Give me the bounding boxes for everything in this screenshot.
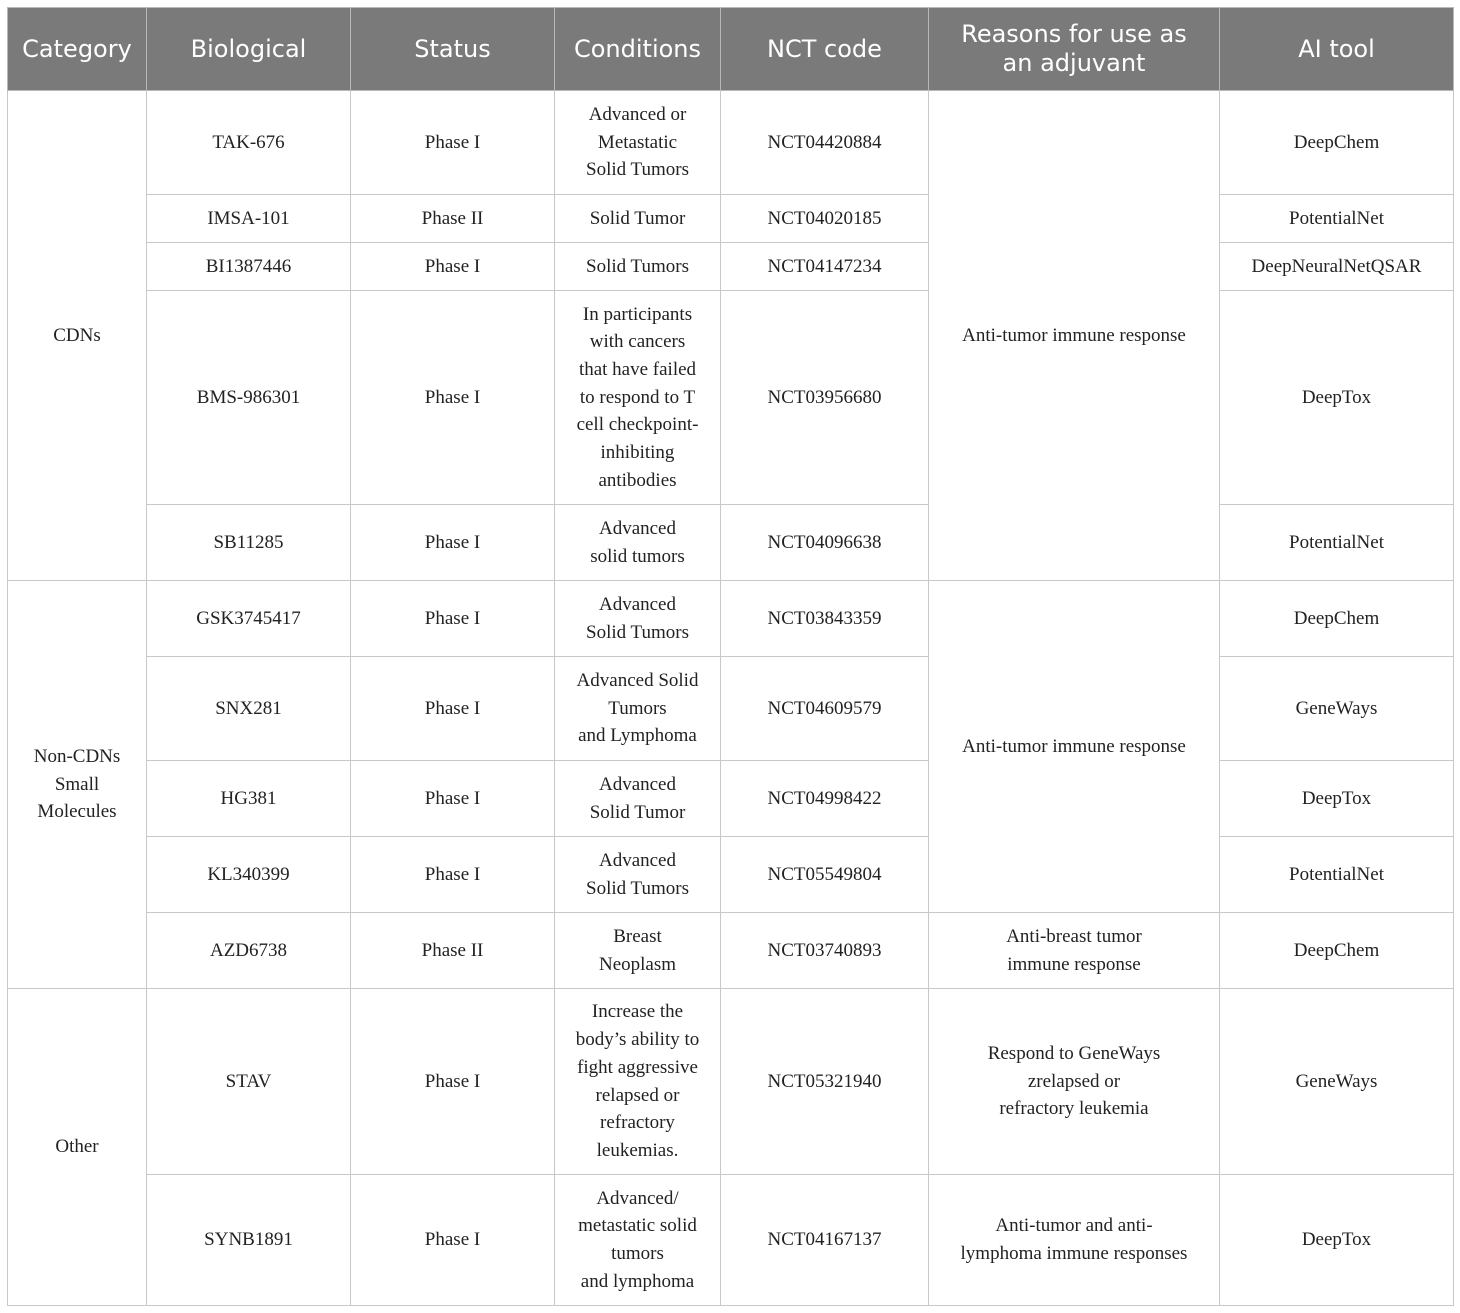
conditions-cell: Advanced Solid Tumors — [555, 837, 721, 913]
biological-cell: IMSA-101 — [147, 195, 351, 243]
nct-code-cell: NCT05321940 — [721, 989, 929, 1175]
status-cell: Phase I — [351, 989, 555, 1175]
nct-code-cell: NCT04147234 — [721, 243, 929, 291]
header-row — [8, 8, 1454, 91]
biological-cell: AZD6738 — [147, 913, 351, 989]
nct-code-cell: NCT03740893 — [721, 913, 929, 989]
ai-tool-cell: DeepNeuralNetQSAR — [1220, 243, 1454, 291]
header-status: Status — [351, 8, 555, 91]
category-cell: Non-CDNs Small Molecules — [8, 581, 147, 989]
table-row — [8, 581, 1454, 657]
ai-tool-cell: PotentialNet — [1220, 837, 1454, 913]
biological-cell: SNX281 — [147, 657, 351, 761]
reason-cell: Anti-tumor and anti- lymphoma immune responses — [929, 1175, 1220, 1306]
table-row — [8, 91, 1454, 195]
nct-code-cell: NCT04096638 — [721, 505, 929, 581]
conditions-cell: Increase the body’s ability to fight aggressive relapsed or refractory leukemias. — [555, 989, 721, 1175]
ai-tool-cell: GeneWays — [1220, 989, 1454, 1175]
conditions-cell: Advanced Solid Tumors and Lymphoma — [555, 657, 721, 761]
table-row — [8, 291, 1454, 505]
status-cell: Phase I — [351, 1175, 555, 1306]
reason-cell: Anti-tumor immune response — [929, 581, 1220, 913]
nct-code-cell: NCT04420884 — [721, 91, 929, 195]
ai-tool-cell: DeepTox — [1220, 1175, 1454, 1306]
status-cell: Phase I — [351, 657, 555, 761]
conditions-cell: Breast Neoplasm — [555, 913, 721, 989]
reason-cell: Anti-breast tumor immune response — [929, 913, 1220, 989]
conditions-cell: Advanced solid tumors — [555, 505, 721, 581]
header-reasons: Reasons for use as an adjuvant — [929, 8, 1220, 91]
table-row — [8, 1175, 1454, 1306]
table-row — [8, 505, 1454, 581]
ai-tool-cell: DeepChem — [1220, 913, 1454, 989]
nct-code-cell: NCT04167137 — [721, 1175, 929, 1306]
ai-tool-cell: DeepTox — [1220, 761, 1454, 837]
nct-code-cell: NCT04609579 — [721, 657, 929, 761]
biological-cell: TAK-676 — [147, 91, 351, 195]
header-category: Category — [8, 8, 147, 91]
nct-code-cell: NCT03843359 — [721, 581, 929, 657]
header-conditions: Conditions — [555, 8, 721, 91]
biological-cell: SB11285 — [147, 505, 351, 581]
status-cell: Phase I — [351, 581, 555, 657]
conditions-cell: Advanced/ metastatic solid tumors and lymphoma — [555, 1175, 721, 1306]
table-row — [8, 195, 1454, 243]
biological-cell: BI1387446 — [147, 243, 351, 291]
conditions-cell: Solid Tumors — [555, 243, 721, 291]
nct-code-cell: NCT05549804 — [721, 837, 929, 913]
header-ai-tool: AI tool — [1220, 8, 1454, 91]
biological-cell: KL340399 — [147, 837, 351, 913]
conditions-cell: Advanced or Metastatic Solid Tumors — [555, 91, 721, 195]
conditions-cell: Advanced Solid Tumor — [555, 761, 721, 837]
reason-cell: Respond to GeneWays zrelapsed or refractory leukemia — [929, 989, 1220, 1175]
table-row — [8, 837, 1454, 913]
table-row — [8, 913, 1454, 989]
table-row — [8, 989, 1454, 1175]
nct-code-cell: NCT03956680 — [721, 291, 929, 505]
ai-tool-cell: PotentialNet — [1220, 195, 1454, 243]
ai-tool-cell: DeepChem — [1220, 91, 1454, 195]
status-cell: Phase I — [351, 243, 555, 291]
category-cell: Other — [8, 989, 147, 1306]
conditions-cell: In participants with cancers that have failed to respond to T cell checkpoint- inhibiting antibodies — [555, 291, 721, 505]
biological-cell: GSK3745417 — [147, 581, 351, 657]
conditions-cell: Advanced Solid Tumors — [555, 581, 721, 657]
status-cell: Phase II — [351, 195, 555, 243]
reason-cell: Anti-tumor immune response — [929, 91, 1220, 581]
ai-tool-cell: DeepChem — [1220, 581, 1454, 657]
ai-tool-cell: GeneWays — [1220, 657, 1454, 761]
status-cell: Phase I — [351, 761, 555, 837]
nct-code-cell: NCT04998422 — [721, 761, 929, 837]
table-row — [8, 657, 1454, 761]
header-nct-code: NCT code — [721, 8, 929, 91]
ai-tool-cell: DeepTox — [1220, 291, 1454, 505]
biological-cell: SYNB1891 — [147, 1175, 351, 1306]
table-row — [8, 761, 1454, 837]
biological-cell: BMS-986301 — [147, 291, 351, 505]
nct-code-cell: NCT04020185 — [721, 195, 929, 243]
status-cell: Phase I — [351, 91, 555, 195]
biological-cell: HG381 — [147, 761, 351, 837]
conditions-cell: Solid Tumor — [555, 195, 721, 243]
ai-tool-cell: PotentialNet — [1220, 505, 1454, 581]
category-cell: CDNs — [8, 91, 147, 581]
clinical-trials-table — [7, 7, 1454, 1306]
table-row — [8, 243, 1454, 291]
status-cell: Phase II — [351, 913, 555, 989]
status-cell: Phase I — [351, 837, 555, 913]
biological-cell: STAV — [147, 989, 351, 1175]
status-cell: Phase I — [351, 505, 555, 581]
header-biological: Biological — [147, 8, 351, 91]
status-cell: Phase I — [351, 291, 555, 505]
